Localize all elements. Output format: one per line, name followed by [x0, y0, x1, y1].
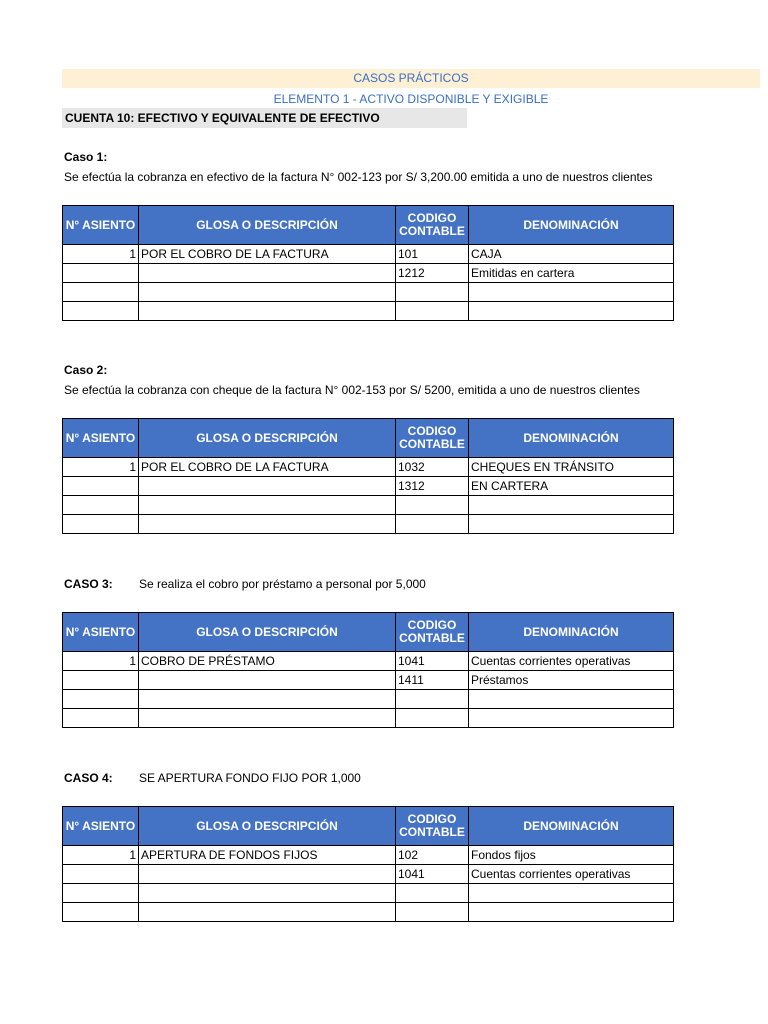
cell-denominacion: CHEQUES EN TRÁNSITO [469, 458, 674, 477]
cell-glosa [139, 283, 396, 302]
table-header-row [63, 206, 674, 245]
case-4-label: CASO 4: [64, 771, 113, 785]
case-2-table [62, 418, 674, 534]
cell-glosa [139, 671, 396, 690]
cell-denominacion [469, 302, 674, 321]
cell-asiento [63, 671, 139, 690]
table-header-row [63, 807, 674, 846]
cell-glosa [139, 903, 396, 922]
cell-codigo: 1312 [396, 477, 469, 496]
table-row [63, 245, 674, 264]
header-codigo: CODIGO CONTABLE [396, 613, 469, 652]
cell-glosa [139, 496, 396, 515]
cell-glosa [139, 515, 396, 534]
cell-asiento [63, 884, 139, 903]
cell-glosa [139, 264, 396, 283]
cell-glosa: POR EL COBRO DE LA FACTURA [139, 458, 396, 477]
header-asiento: N° ASIENTO [63, 807, 139, 846]
cell-denominacion: Cuentas corrientes operativas [469, 865, 674, 884]
table-row [63, 496, 674, 515]
cell-denominacion [469, 690, 674, 709]
header-asiento: N° ASIENTO [63, 419, 139, 458]
header-codigo: CODIGO CONTABLE [396, 807, 469, 846]
cell-denominacion [469, 884, 674, 903]
table-row [63, 671, 674, 690]
cell-denominacion: Emitidas en cartera [469, 264, 674, 283]
table-row [63, 903, 674, 922]
cell-glosa [139, 302, 396, 321]
case-3-table [62, 612, 674, 728]
case-2-description: Se efectúa la cobranza con cheque de la factura N° 002-153 por S/ 5200, emitida a uno de nuestros clientes [64, 383, 640, 397]
cell-codigo [396, 709, 469, 728]
header-glosa: GLOSA O DESCRIPCIÓN [139, 613, 396, 652]
cell-codigo: 1212 [396, 264, 469, 283]
cell-denominacion: EN CARTERA [469, 477, 674, 496]
case-1-description: Se efectúa la cobranza en efectivo de la factura N° 002-123 por S/ 3,200.00 emitida a uno de nuestros clientes [64, 170, 653, 184]
table-row [63, 884, 674, 903]
cell-asiento: 1 [63, 846, 139, 865]
cell-asiento [63, 496, 139, 515]
cell-codigo: 1041 [396, 865, 469, 884]
cell-asiento [63, 477, 139, 496]
cell-glosa: APERTURA DE FONDOS FIJOS [139, 846, 396, 865]
cell-denominacion: CAJA [469, 245, 674, 264]
cell-glosa [139, 865, 396, 884]
cell-asiento [63, 690, 139, 709]
cell-codigo: 102 [396, 846, 469, 865]
cell-denominacion [469, 496, 674, 515]
header-glosa: GLOSA O DESCRIPCIÓN [139, 206, 396, 245]
cell-codigo [396, 690, 469, 709]
case-1-table [62, 205, 674, 321]
cell-denominacion [469, 515, 674, 534]
cell-codigo [396, 302, 469, 321]
header-denominacion: DENOMINACIÓN [469, 807, 674, 846]
cell-codigo [396, 903, 469, 922]
cell-codigo [396, 283, 469, 302]
header-denominacion: DENOMINACIÓN [469, 206, 674, 245]
header-denominacion: DENOMINACIÓN [469, 613, 674, 652]
cell-asiento [63, 709, 139, 728]
cell-glosa [139, 690, 396, 709]
table-row [63, 709, 674, 728]
case-2-label: Caso 2: [64, 363, 108, 377]
case-4-description: SE APERTURA FONDO FIJO POR 1,000 [139, 771, 361, 785]
table-row [63, 846, 674, 865]
cell-denominacion: Cuentas corrientes operativas [469, 652, 674, 671]
case-1-label: Caso 1: [64, 150, 108, 164]
cell-glosa [139, 709, 396, 728]
table-row [63, 477, 674, 496]
header-codigo: CODIGO CONTABLE [396, 206, 469, 245]
cell-asiento [63, 515, 139, 534]
cell-codigo: 101 [396, 245, 469, 264]
cell-asiento [63, 302, 139, 321]
cell-asiento [63, 264, 139, 283]
page-title: CASOS PRÁCTICOS [353, 71, 469, 85]
cell-codigo [396, 496, 469, 515]
header-glosa: GLOSA O DESCRIPCIÓN [139, 807, 396, 846]
header-glosa: GLOSA O DESCRIPCIÓN [139, 419, 396, 458]
case-3-description: Se realiza el cobro por préstamo a personal por 5,000 [139, 577, 426, 591]
cell-codigo: 1041 [396, 652, 469, 671]
cell-asiento [63, 903, 139, 922]
cell-denominacion: Fondos fijos [469, 846, 674, 865]
cell-denominacion [469, 283, 674, 302]
table-header-row [63, 419, 674, 458]
cell-denominacion [469, 903, 674, 922]
cell-glosa: POR EL COBRO DE LA FACTURA [139, 245, 396, 264]
cell-codigo [396, 884, 469, 903]
table-row [63, 690, 674, 709]
header-asiento: N° ASIENTO [63, 206, 139, 245]
cell-codigo: 1032 [396, 458, 469, 477]
cell-asiento [63, 283, 139, 302]
header-denominacion: DENOMINACIÓN [469, 419, 674, 458]
case-3-label: CASO 3: [64, 577, 113, 591]
table-row [63, 652, 674, 671]
cell-denominacion: Préstamos [469, 671, 674, 690]
cell-asiento [63, 865, 139, 884]
cell-denominacion [469, 709, 674, 728]
header-asiento: N° ASIENTO [63, 613, 139, 652]
table-row [63, 302, 674, 321]
cell-codigo [396, 515, 469, 534]
case-4-table [62, 806, 674, 922]
cell-glosa: COBRO DE PRÉSTAMO [139, 652, 396, 671]
table-row [63, 865, 674, 884]
table-header-row [63, 613, 674, 652]
cuenta-heading: CUENTA 10: EFECTIVO Y EQUIVALENTE DE EFECTIVO [65, 111, 380, 125]
table-row [63, 458, 674, 477]
cell-glosa [139, 884, 396, 903]
page-subtitle: ELEMENTO 1 - ACTIVO DISPONIBLE Y EXIGIBLE [273, 92, 549, 106]
cell-glosa [139, 477, 396, 496]
table-row [63, 515, 674, 534]
cell-asiento: 1 [63, 458, 139, 477]
cell-codigo: 1411 [396, 671, 469, 690]
header-codigo: CODIGO CONTABLE [396, 419, 469, 458]
table-row [63, 264, 674, 283]
cell-asiento: 1 [63, 245, 139, 264]
table-row [63, 283, 674, 302]
cell-asiento: 1 [63, 652, 139, 671]
